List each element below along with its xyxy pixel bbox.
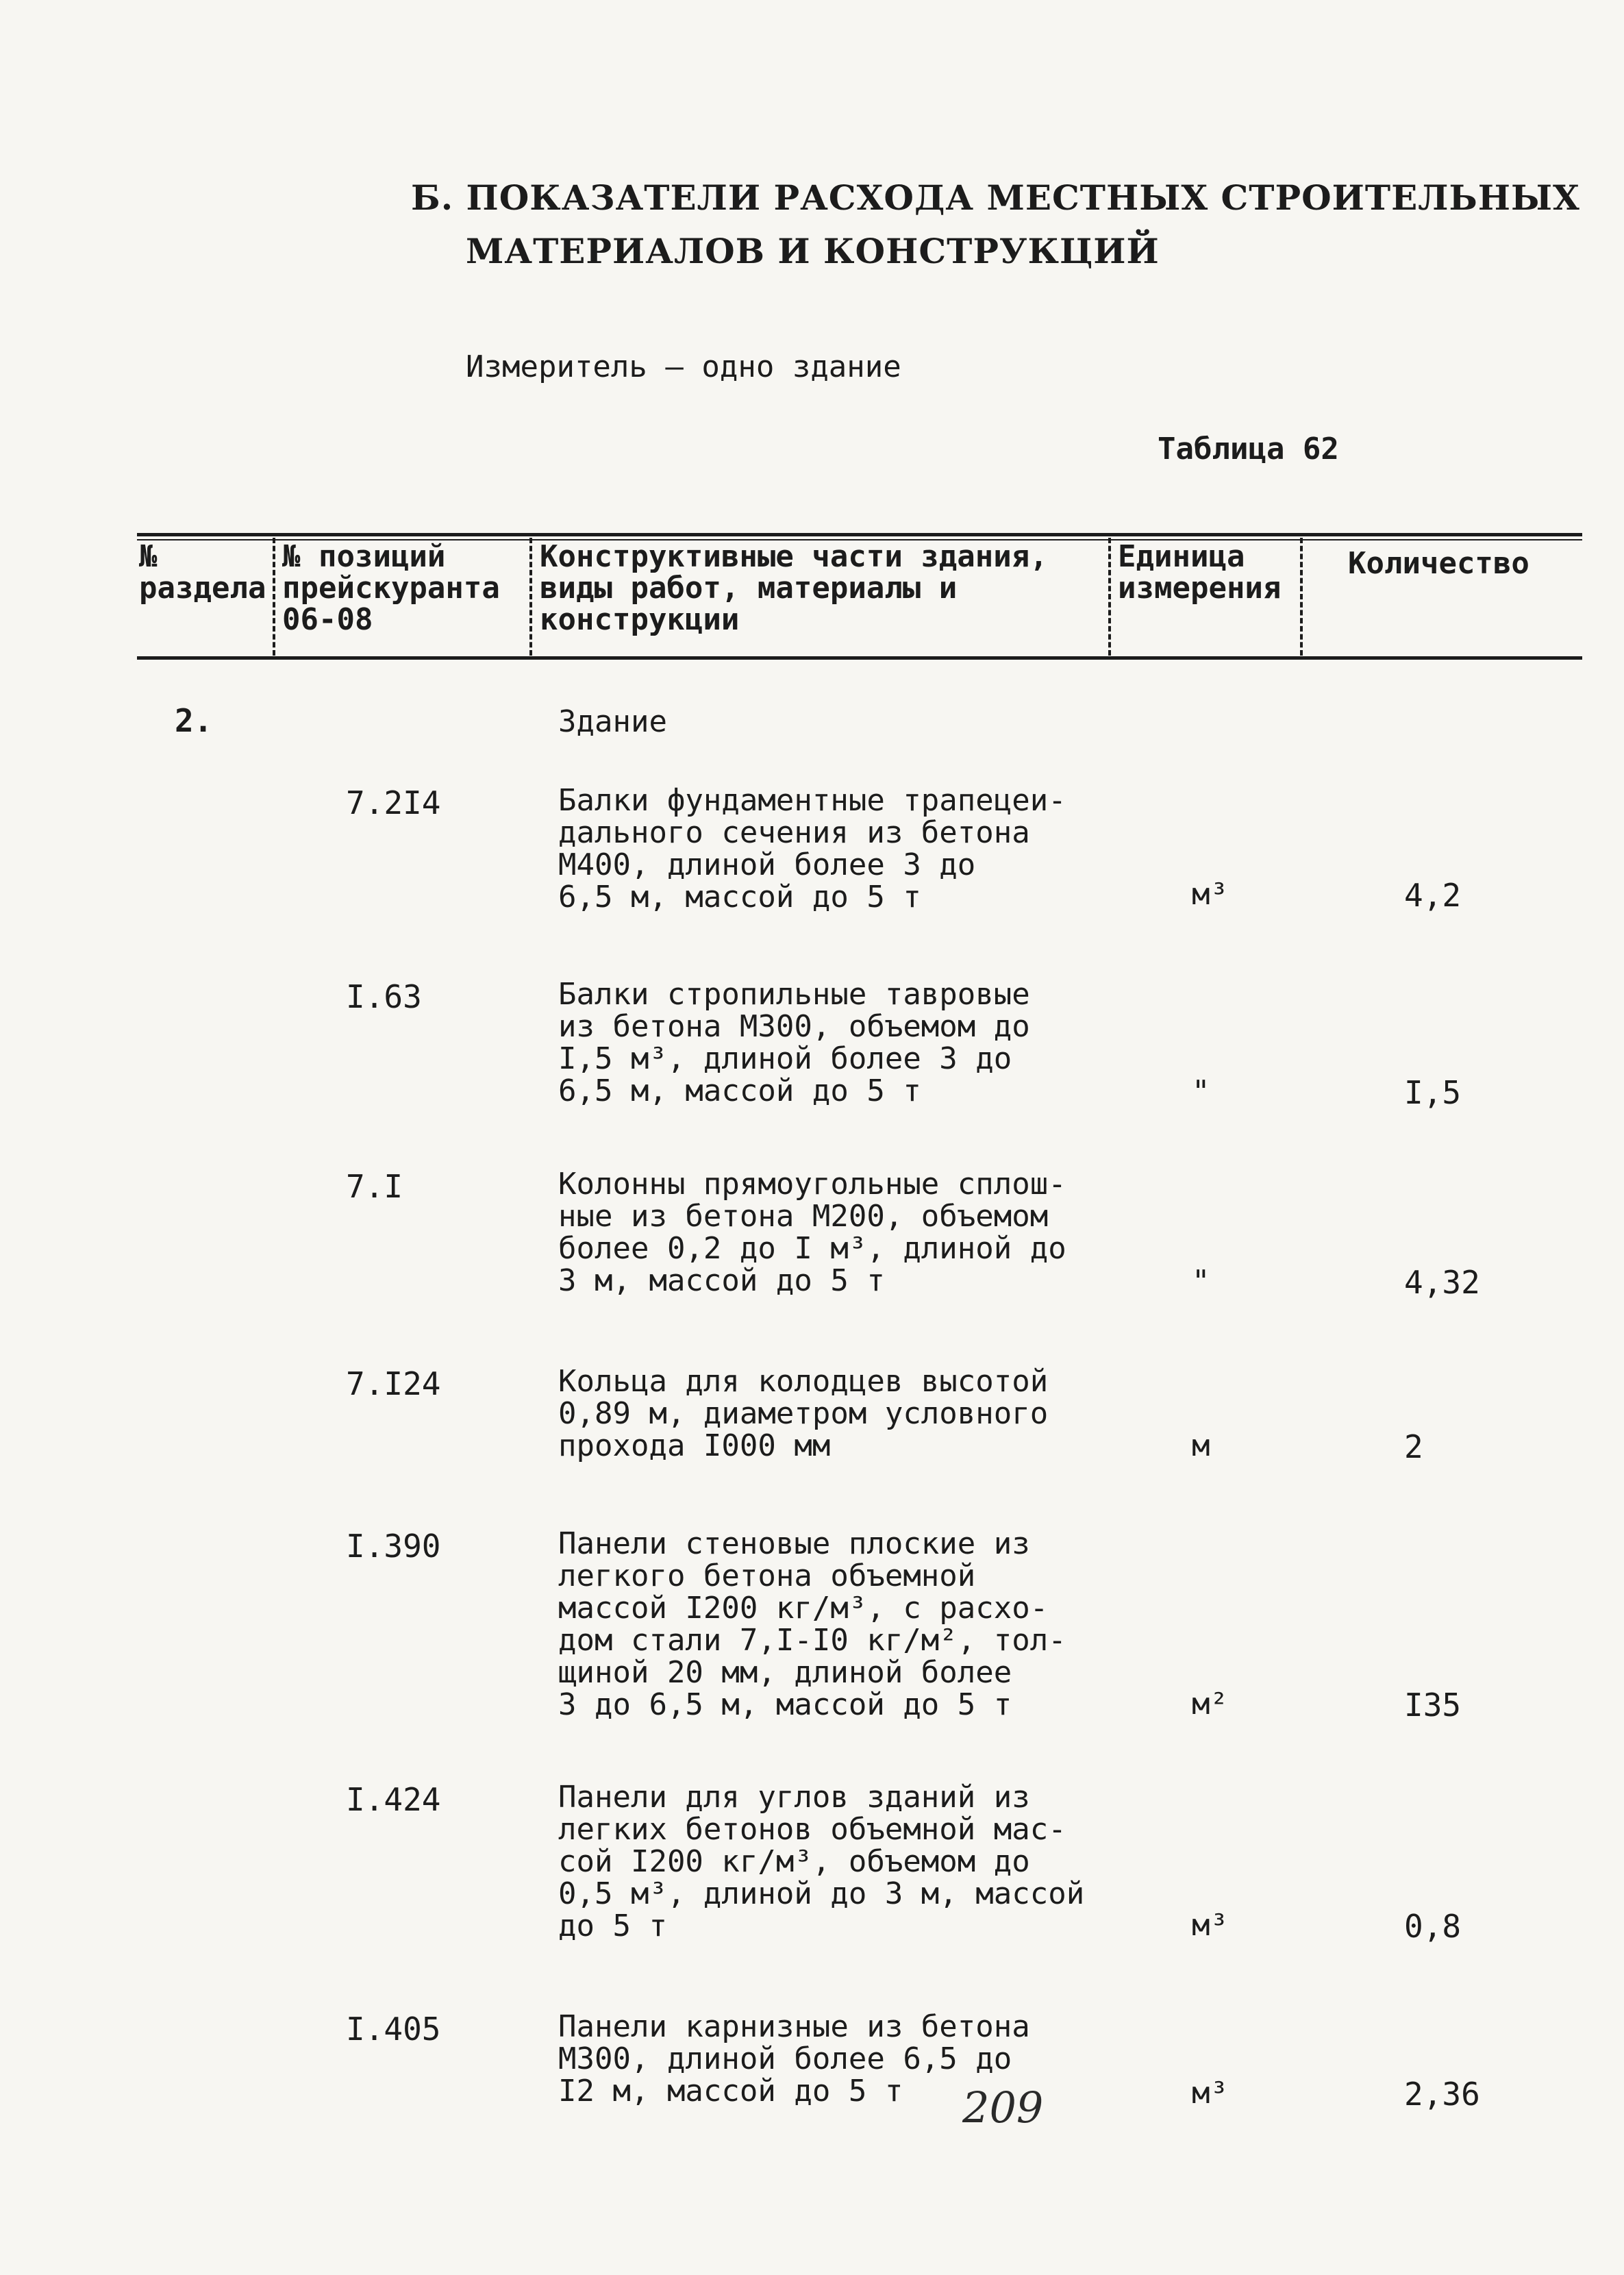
heading-line-1: Б. ПОКАЗАТЕЛИ РАСХОДА МЕСТНЫХ СТРОИТЕЛЬНЫХ xyxy=(411,177,1580,218)
row-position: I.405 xyxy=(346,2011,441,2048)
section-number: 2. xyxy=(175,702,213,739)
row-quantity: 2,36 xyxy=(1404,2076,1480,2113)
row-description: Колонны прямоугольные сплош- ные из бетона М200, объемом более 0,2 до I м³, длиной до 3 м, массой до 5 т xyxy=(558,1167,1066,1298)
column-divider xyxy=(1300,538,1303,656)
row-quantity: 0,8 xyxy=(1404,1908,1462,1945)
table-top-rule xyxy=(137,533,1582,536)
header-description: Конструктивные части здания, виды работ, материалы и конструкции xyxy=(540,539,1048,637)
row-position: 7.I xyxy=(346,1168,403,1205)
column-divider xyxy=(273,538,275,656)
row-quantity: 4,2 xyxy=(1404,877,1462,914)
header-quantity: Количество xyxy=(1348,546,1529,581)
table-number: Таблица 62 xyxy=(1158,432,1339,467)
row-position: I.63 xyxy=(346,978,422,1015)
column-divider xyxy=(1108,538,1111,656)
row-unit: " xyxy=(1192,1264,1210,1299)
row-unit: м xyxy=(1192,1428,1210,1463)
heading-line-2: МАТЕРИАЛОВ И КОНСТРУКЦИЙ xyxy=(466,231,1160,271)
row-unit: м² xyxy=(1192,1687,1228,1721)
table-header-rule xyxy=(137,656,1582,660)
row-description: Панели карнизные из бетона М300, длиной более 6,5 до I2 м, массой до 5 т xyxy=(558,2009,1030,2109)
row-unit: м³ xyxy=(1192,1908,1228,1943)
row-description: Балки стропильные тавровые из бетона М300, объемом до I,5 м³, длиной более 3 до 6,5 м, массой до 5 т xyxy=(558,977,1030,1108)
row-description: Панели стеновые плоские из легкого бетона объемной массой I200 кг/м³, с расхо- дом стали 7,I-I0 кг/м², тол- щиной 20 мм, длиной более 3 до 6,5 м, массой до 5 т xyxy=(558,1526,1066,1722)
row-position: I.424 xyxy=(346,1781,441,1818)
row-quantity: 4,32 xyxy=(1404,1264,1480,1301)
section-heading xyxy=(411,171,1580,278)
header-section-number: № раздела xyxy=(139,539,266,606)
row-quantity: 2 xyxy=(1404,1428,1423,1465)
row-position: 7.I24 xyxy=(346,1365,441,1402)
column-divider xyxy=(529,538,532,656)
row-description: Балки фундаментные трапецеи- дального сечения из бетона М400, длиной более 3 до 6,5 м, массой до 5 т xyxy=(558,783,1066,915)
header-price-position: № позиций прейскуранта 06-08 xyxy=(282,539,500,637)
row-description: Кольца для колодцев высотой 0,89 м, диаметром условного прохода I000 мм xyxy=(558,1364,1049,1463)
header-unit: Единица измерения xyxy=(1118,539,1282,606)
row-unit: м³ xyxy=(1192,2076,1228,2111)
row-quantity: I,5 xyxy=(1404,1074,1462,1111)
page-number: 209 xyxy=(962,2083,1044,2133)
row-description: Панели для углов зданий из легких бетонов объемной мас- сой I200 кг/м³, объемом до 0,5 м³, длиной до 3 м, массой до 5 т xyxy=(558,1780,1085,1943)
row-quantity: I35 xyxy=(1404,1687,1462,1724)
section-title: Здание xyxy=(558,704,667,739)
row-unit: " xyxy=(1192,1074,1210,1109)
row-position: 7.2I4 xyxy=(346,784,441,821)
row-position: I.390 xyxy=(346,1528,441,1565)
meter-caption: Измеритель – одно здание xyxy=(466,349,901,384)
row-unit: м³ xyxy=(1192,877,1228,912)
